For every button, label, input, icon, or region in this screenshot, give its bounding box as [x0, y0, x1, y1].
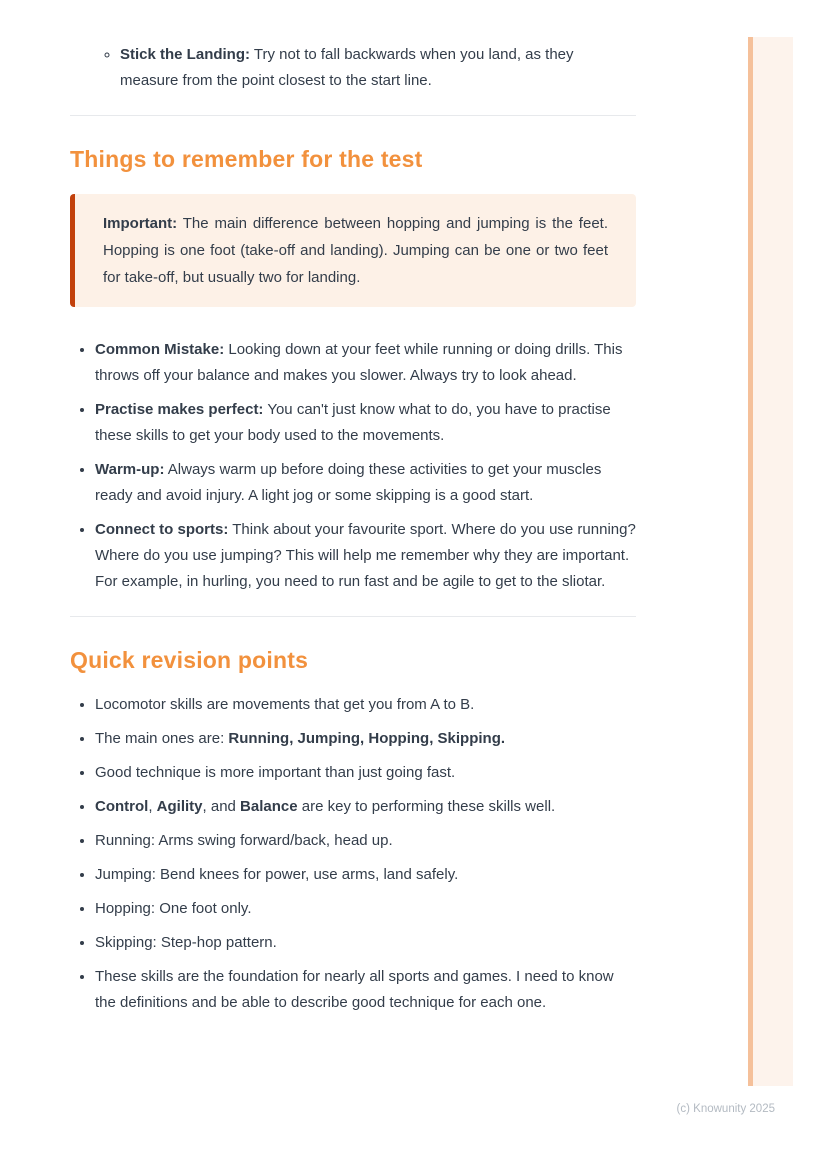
- list-item: [95, 517, 636, 595]
- text: Good technique is more important than just going fast.: [95, 764, 456, 781]
- section-title-things-to-remember: Things to remember for the test: [70, 146, 423, 172]
- list-item: [95, 794, 636, 820]
- text: are key to performing these skills well.: [297, 798, 556, 815]
- callout-text: [103, 210, 608, 291]
- bold-text: Control: [95, 798, 149, 815]
- list-item: [95, 337, 636, 389]
- bold-text: Connect to sports:: [95, 521, 229, 538]
- text: Always warm up before doing these activities to get your muscles ready and avoid injury. A light jog or some skipping is a good start.: [95, 461, 602, 504]
- text: Skipping: Step-hop pattern.: [95, 934, 277, 951]
- remember-bullet-list: [70, 337, 636, 595]
- text: You can't just know what to do, you have to practise these skills to get your body used to the movements.: [95, 401, 611, 444]
- text: Running: Arms swing forward/back, head up.: [95, 832, 393, 849]
- list-item: [95, 457, 636, 509]
- divider: [70, 616, 636, 617]
- divider: [70, 115, 636, 116]
- text: , and: [202, 798, 241, 815]
- list-item: [95, 828, 636, 854]
- list-item: [95, 726, 636, 752]
- bold-text: Agility: [156, 798, 203, 815]
- copyright-footer: (c) Knowunity 2025: [676, 1103, 775, 1115]
- list-item: [95, 692, 636, 718]
- list-item: [95, 930, 636, 956]
- list-item: [95, 760, 636, 786]
- revision-bullet-list: [70, 692, 636, 1016]
- bold-text: Running, Jumping, Hopping, Skipping.: [228, 730, 506, 747]
- document-content: [70, 42, 636, 1024]
- text: These skills are the foundation for nearly all sports and games. I need to know the definitions and be able to describe good technique for each one.: [95, 968, 614, 1011]
- important-callout: [70, 194, 636, 307]
- callout-label: Important:: [103, 215, 178, 232]
- text: ,: [148, 798, 157, 815]
- text: Try not to fall backwards when you land, as they measure from the point closest to the start line.: [120, 46, 574, 89]
- page-edge-line: [748, 37, 753, 1086]
- list-item: [120, 42, 636, 94]
- text: Hopping: One foot only.: [95, 900, 252, 917]
- list-item: [95, 397, 636, 449]
- text: Looking down at your feet while running or doing drills. This throws off your balance and makes you slower. Always try to look ahead.: [95, 341, 623, 384]
- bold-text: Stick the Landing:: [120, 46, 251, 63]
- bold-text: Warm-up:: [95, 461, 165, 478]
- callout-body: The main difference between hopping and jumping is the feet. Hopping is one foot (take-off and landing). Jumping can be one or two feet for take-off, but usually two for landing.: [103, 215, 608, 286]
- text: Think about your favourite sport. Where do you use running? Where do you use jumping? This will help me remember why they are important. For example, in hurling, you need to run fast and be agile to get to the sliotar.: [95, 521, 636, 590]
- text: Jumping: Bend knees for power, use arms, land safely.: [95, 866, 459, 883]
- list-item: [95, 896, 636, 922]
- bold-text: Balance: [240, 798, 298, 815]
- text: The main ones are:: [95, 730, 229, 747]
- text: Locomotor skills are movements that get you from A to B.: [95, 696, 475, 713]
- page-edge-panel: [753, 37, 793, 1086]
- bold-text: Common Mistake:: [95, 341, 225, 358]
- list-item: [95, 964, 636, 1016]
- section-title-quick-revision: Quick revision points: [70, 647, 309, 673]
- list-item: [95, 862, 636, 888]
- bold-text: Practise makes perfect:: [95, 401, 264, 418]
- sub-bullet-list: [70, 42, 636, 94]
